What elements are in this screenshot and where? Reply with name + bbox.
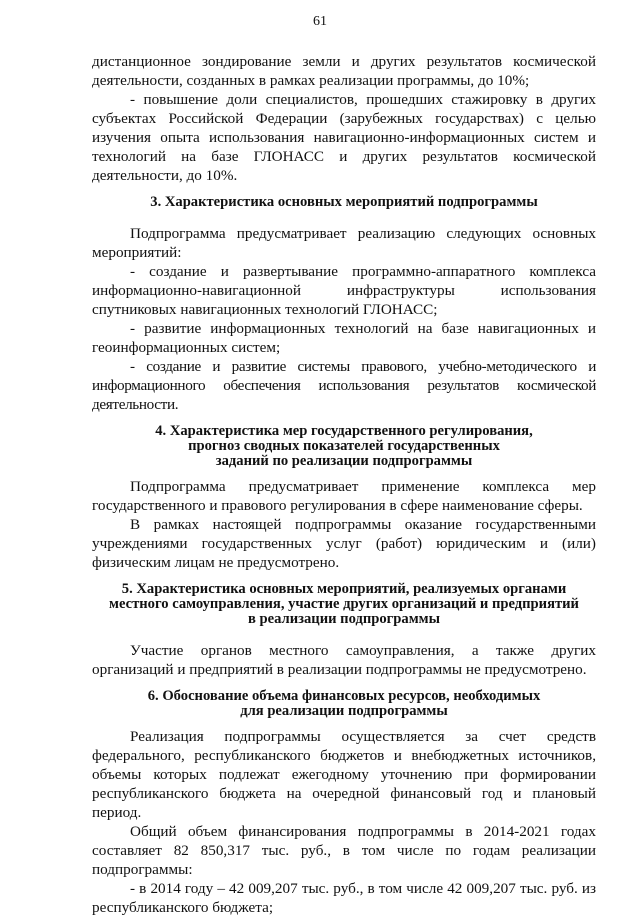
section-5-paragraph: Участие органов местного самоуправления, а также других организаций и предприятий в реализации подпрограммы не предусмотрено. (92, 642, 596, 678)
section-4-heading: 4. Характеристика мер государственного регулирования, прогноз сводных показателей государственных заданий по реализации подпрограммы (155, 423, 533, 469)
section-6-paragraph-2: Общий объем финансирования подпрограммы в 2014-2021 годах составляет 82 850,317 тыс. руб., в том числе по годам реализации подпрограммы: (92, 823, 596, 878)
page-number: 61 (313, 14, 327, 29)
paragraph-1: дистанционное зондирование земли и других результатов космической деятельности, созданных в рамках реализации программы, до 10%; (92, 53, 596, 89)
bullet-specialists-share: - повышение доли специалистов, прошедших стажировку в других субъектах Российской Федерации (зарубежных государствах) с целью изучения опыта использования навигационно-информационных систем и технологий на базе ГЛОНАСС и других результатов космической деятельности, до 10%. (92, 91, 596, 184)
bullet-glonass-complex: - создание и развертывание программно-аппаратного комплекса информационно-навигационной инфраструктуры использования спутниковых навигационных технологий ГЛОНАСС; (92, 263, 596, 318)
section-6-heading: 6. Обоснование объема финансовых ресурсов, необходимых для реализации подпрограммы (147, 688, 541, 719)
bullet-2014-funding: - в 2014 году – 42 009,207 тыс. руб., в том числе 42 009,207 тыс. руб. из республиканского бюджета; (92, 880, 596, 916)
bullet-info-technologies: - развитие информационных технологий на базе навигационных и геоинформационных систем; (92, 320, 596, 356)
section-6-paragraph-1: Реализация подпрограммы осуществляется за счет средств федерального, республиканского бюджетов и внебюджетных источников, объемы которых подлежат ежегодному уточнению при формировании республиканского бюджета на очередной финансовый год и плановый период. (92, 728, 596, 821)
section-4-paragraph-1: Подпрограмма предусматривает применение комплекса мер государственного и правового регулирования в сфере наименование сферы. (92, 478, 596, 514)
section-3-intro: Подпрограмма предусматривает реализацию следующих основных мероприятий: (92, 225, 596, 261)
bullet-legal-support: - создание и развитие системы правового, учебно-методического и информационного обеспечения использования результатов космической деятельности. (92, 358, 596, 413)
section-5-heading: 5. Характеристика основных мероприятий, реализуемых органами местного самоуправления, участие других организаций и предприятий в реализации подпрограммы (109, 581, 579, 627)
section-4-paragraph-2: В рамках настоящей подпрограммы оказание государственными учреждениями государственных услуг (работ) юридическим и (или) физическим лицам не предусмотрено. (92, 516, 596, 571)
section-3-heading: 3. Характеристика основных мероприятий подпрограммы (150, 194, 538, 210)
document-body (92, 52, 596, 917)
